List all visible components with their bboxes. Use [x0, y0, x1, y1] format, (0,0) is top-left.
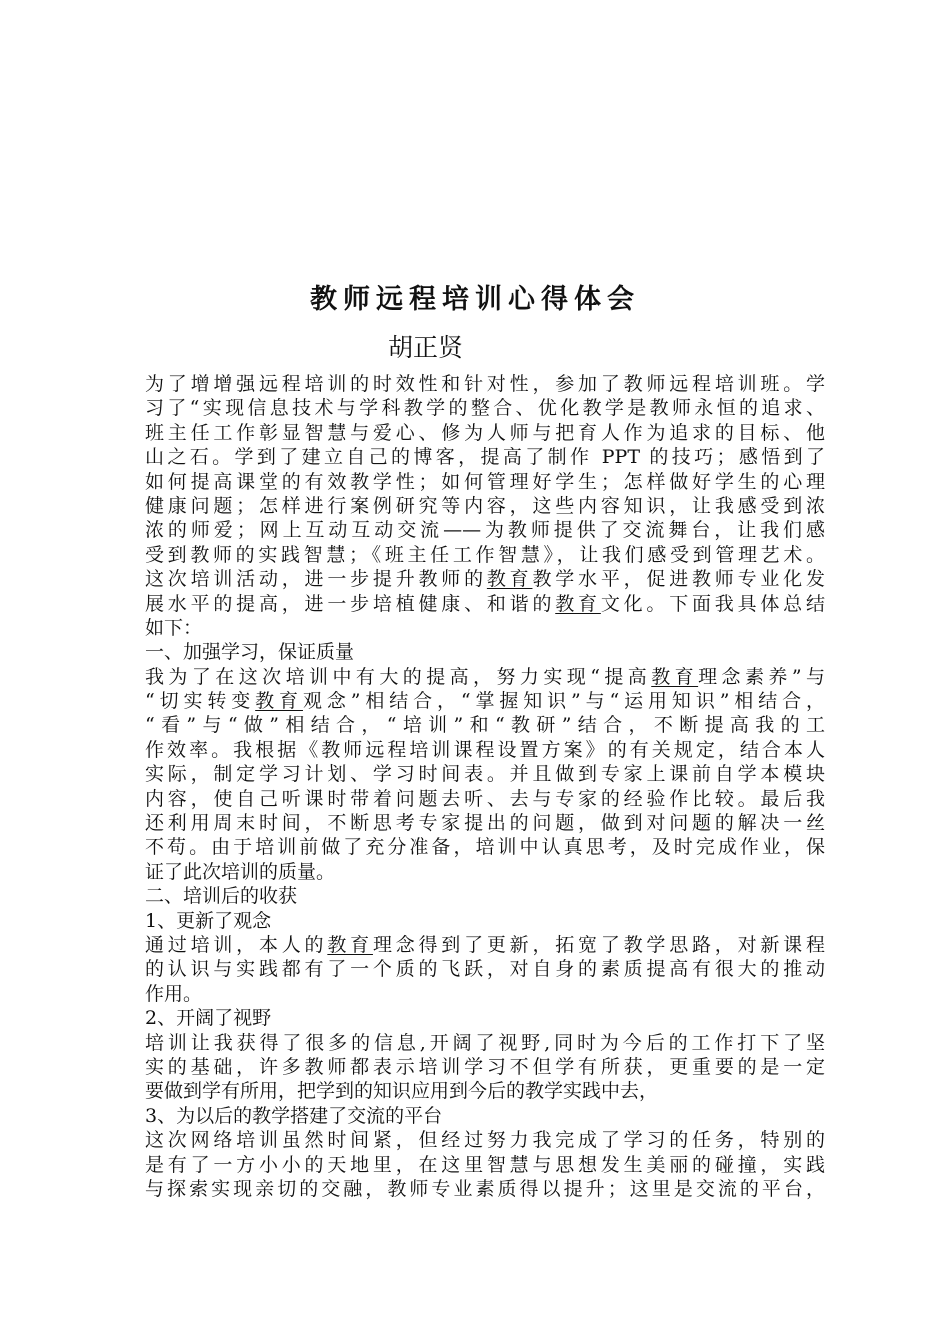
line-text: 如下：	[145, 616, 203, 639]
line-text: 习了“实现信息技术与学科教学的整合、优化教学是教师永恒的追求、	[145, 397, 825, 420]
body-line	[145, 787, 825, 811]
underlined-term: 教育	[651, 665, 699, 688]
body-line	[145, 957, 825, 981]
line-text: 与探索实现亲切的交融，教师专业素质得以提升；这里是交流的平台，	[145, 1177, 825, 1200]
underlined-term: 教育	[327, 933, 373, 956]
underlined-term: 教育	[555, 592, 601, 615]
underlined-term: 教育	[486, 568, 533, 591]
line-text: 是有了一方小小的天地里，在这里智慧与思想发生美丽的碰撞，实践	[145, 1153, 825, 1176]
body-line	[145, 713, 825, 737]
line-text: 这次网络培训虽然时间紧，但经过努力我完成了学习的任务，特别的	[145, 1129, 825, 1152]
body-line	[145, 494, 825, 518]
line-text: 浓的师爱；网上互动互动交流——为教师提供了交流舞台，让我们感	[145, 519, 825, 542]
line-text: 为了增增强远程培训的时效性和针对性，参加了教师远程培训班。学	[145, 373, 825, 395]
body-line	[145, 1055, 825, 1079]
line-text: 我为了在这次培训中有大的提高，努力实现“提高	[145, 665, 652, 688]
body-line	[145, 1153, 825, 1177]
line-text: “看”与“做”相结合，“培训”和“教研”结合，不断提高我的工	[145, 714, 825, 737]
document-author: 胡正贤	[388, 333, 464, 362]
body-line	[145, 811, 825, 835]
line-text: 不苟。由于培训前做了充分准备，培训中认真思考，及时完成作业，保	[145, 836, 825, 859]
body-line	[145, 421, 825, 445]
body-line	[145, 1031, 825, 1055]
line-text: 展水平的提高，进一步培植健康、和谐的	[145, 592, 556, 615]
body-line	[145, 665, 825, 689]
line-text: 如何提高课堂的有效教学性；如何管理好学生；怎样做好学生的心理	[145, 470, 825, 493]
body-line	[145, 543, 825, 567]
body-line	[145, 689, 825, 713]
line-text-after: 观念”相结合，“掌握知识”与“运用知识”相结合，	[302, 690, 825, 713]
line-text: 作用。	[145, 982, 203, 1005]
line-text: 的认识与实践都有了一个质的飞跃，对自身的素质提高有很大的推动	[145, 958, 825, 981]
line-text: 内容，使自己听课时带着问题去听、去与专家的经验作比较。最后我	[145, 787, 825, 810]
body-line	[145, 982, 825, 1006]
line-text-after: 理念素养”与	[698, 665, 825, 688]
line-text: 这次培训活动，进一步提升教师的	[145, 568, 487, 591]
line-text: 培训让我获得了很多的信息,开阔了视野,同时为今后的工作打下了坚	[145, 1031, 825, 1054]
body-line	[145, 738, 825, 762]
body-line	[145, 518, 825, 542]
body-line	[145, 835, 825, 859]
body-line	[145, 933, 825, 957]
line-text: 还利用周末时间，不断思考专家提出的问题，做到对问题的解决一丝	[145, 812, 825, 835]
body-line	[145, 1177, 825, 1201]
body-line	[145, 396, 825, 420]
line-text: 通过培训，本人的	[145, 933, 328, 956]
line-text-after: 文化。下面我具体总结	[600, 592, 825, 615]
body-line	[145, 372, 825, 396]
body-line	[145, 567, 825, 591]
line-text: 3、为以后的教学搭建了交流的平台	[145, 1104, 443, 1127]
line-text: 实的基础，许多教师都表示培训学习不但学有所获，更重要的是一定	[145, 1055, 825, 1078]
body-line	[145, 1128, 825, 1152]
body-line	[145, 884, 825, 908]
body-line	[145, 616, 825, 640]
line-text: 二、培训后的收获	[145, 885, 298, 908]
body-line	[145, 1006, 825, 1030]
line-text: 实际，制定学习计划、学习时间表。并且做到专家上课前自学本模块	[145, 763, 825, 786]
line-text: “切实转变	[145, 690, 256, 713]
line-text: 作效率。我根据《教师远程培训课程设置方案》的有关规定，结合本人	[145, 738, 825, 761]
underlined-term: 教育	[255, 690, 303, 713]
body-line	[145, 860, 825, 884]
line-text: 健康问题；怎样进行案例研究等内容，这些内容知识，让我感受到浓	[145, 494, 825, 517]
body-line	[145, 762, 825, 786]
body-line	[145, 592, 825, 616]
line-text: 班主任工作彰显智慧与爱心、修为人师与把育人作为追求的目标、他	[145, 421, 825, 444]
line-text: 证了此次培训的质量。	[145, 860, 336, 883]
line-text-after: 理念得到了更新，拓宽了教学思路，对新课程	[372, 933, 825, 956]
line-text: 受到教师的实践智慧；《班主任工作智慧》，让我们感受到管理艺术。	[145, 543, 825, 566]
document-title: 教师远程培训心得体会	[310, 284, 640, 315]
body-line	[145, 445, 825, 469]
line-text: 一、加强学习，保证质量	[145, 641, 355, 664]
line-text: 2、开阔了视野	[145, 1007, 272, 1030]
line-text: 要做到学有所用，把学到的知识应用到今后的教学实践中去，	[145, 1080, 659, 1103]
line-text-after: 教学水平，促进教师专业化发	[532, 568, 825, 591]
body-line	[145, 1104, 825, 1128]
document-body	[145, 372, 825, 1201]
body-line	[145, 640, 825, 664]
body-line	[145, 909, 825, 933]
body-line	[145, 1079, 825, 1103]
line-text: 山之石。学到了建立自己的博客，提高了制作 PPT 的技巧；感悟到了	[145, 446, 825, 469]
line-text: 1、更新了观念	[145, 909, 272, 932]
body-line	[145, 470, 825, 494]
